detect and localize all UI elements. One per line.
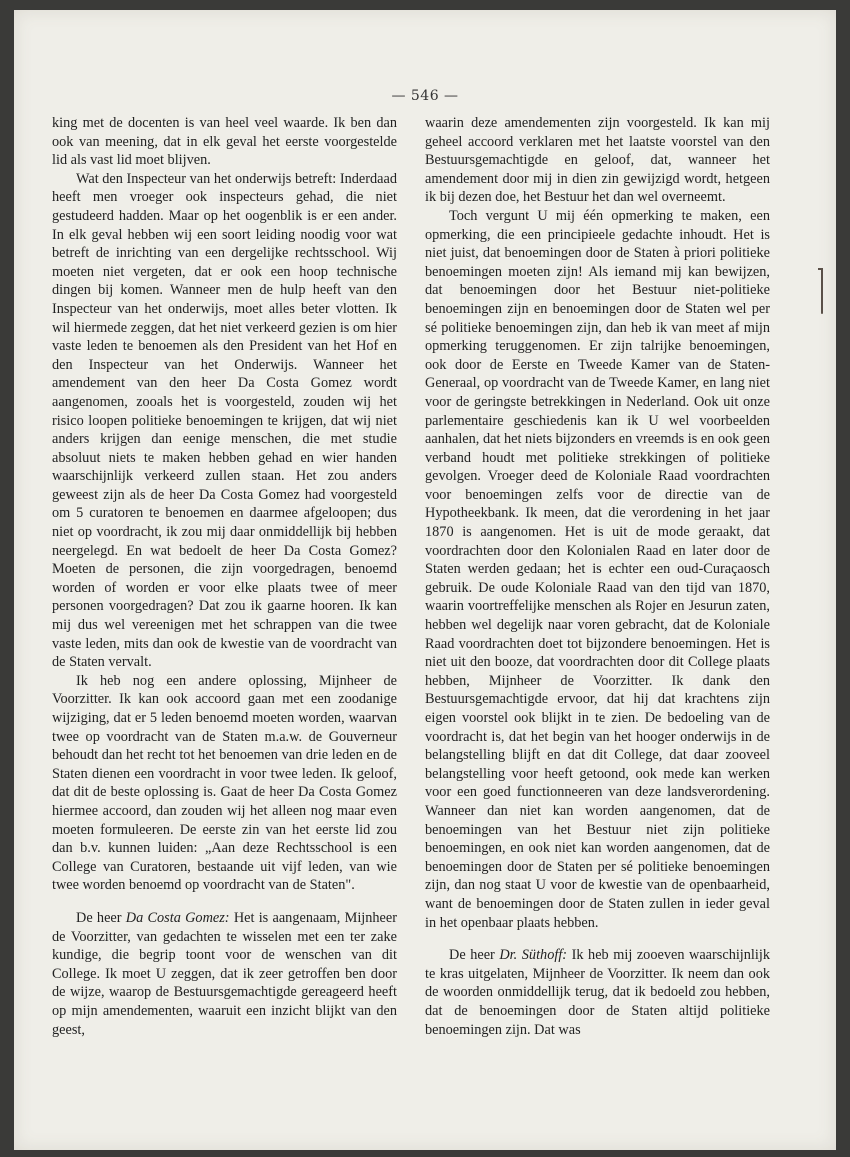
speaker-name: Da Costa Gomez: — [125, 909, 230, 926]
margin-annotation-mark — [821, 268, 823, 314]
paragraph: king met de docenten is van heel veel waarde. Ik ben dan ook van meening, dat in elk geval het eerste voorgestelde lid als vast lid moet blijven. — [52, 115, 397, 169]
paragraph: waarin deze amendementen zijn voorgesteld. Ik kan mij geheel accoord verklaren met het laatste voorstel van den Bestuursgemachtigde en geloof, dat, wanneer het amendement door mij in dien zin gewijzigd wordt, hetgeen ik bij dezen doe, het Bestuur het dan wel overneemt. — [425, 115, 770, 206]
speech-text: Ik heb mij zooeven waarschijnlijk te kras uitgelaten, Mijnheer de Voorzitter. Ik neem dan ook de woorden onmiddellijk terug, dat ik bedoeld zou hebben, dat de benoemingen door de Staten altijd politieke benoemingen zijn. Dat was — [425, 947, 770, 1038]
paragraph: Ik heb nog een andere oplossing, Mijnheer de Voorzitter. Ik kan ook accoord gaan met een zoodanige wijziging, dat er 5 leden benoemd moeten worden, waarvan twee op voordracht van de Staten m.a.w. de Gouverneur behoudt dan het recht tot het benoemen van drie leden en de Staten dienen een voordracht in voor twee leden. Ik geloof, dat dit de beste oplossing is. Gaat de heer Da Costa Gomez hiermee accoord, dan zouden wij het alleen nog maar even moeten formuleeren. De eerste zin van het eerste lid zou dan b.v. kunnen luiden: „Aan deze Rechtsschool is een College van Curatoren, bestaande uit vijf leden, van wie twee worden benoemd op voordracht van de Staten". — [52, 672, 397, 894]
document-page — [14, 10, 836, 1150]
speech-prefix: De heer — [76, 909, 126, 926]
page-number: — 546 — — [391, 88, 459, 104]
speech-paragraph — [52, 909, 397, 1039]
speaker-name: Dr. Süthoff: — [499, 947, 568, 964]
paragraph: Toch vergunt U mij één opmerking te maken, een opmerking, die een principieele gedachte inhoudt. Het is niet juist, dat benoemingen door de Staten à priori politieke benoemingen moeten zijn! Als iemand mij kan bewijzen, dat benoemingen door het Bestuur niet-politieke benoemingen zijn en benoemingen door de Staten wel per sé politieke benoemingen zijn, dan heb ik van meet af mijn opmerking teruggenomen. Er zijn talrijke benoemingen, ook door de Eerste en Tweede Kamer van de Staten-Generaal, op voordracht van de Tweede Kamer, en lang niet voor de geringste betrekkingen in Nederland. Ook uit onze parlementaire geschiedenis kan ik U wel voorbeelden aanhalen, dat het niets bijzonders en vreemds is en ook geen verband houdt met politieke strekkingen of politieke gevolgen. Vroeger deed de Koloniale Raad voordrachten voor benoemingen zelfs voor de directie van de Hypotheekbank. Ik meen, dat die verordening in het jaar 1870 is aangenomen. Het is uit de mode geraakt, dat voordrachten door den Kolonialen Raad en later door de Staten werden gedaan; het is echter een oud-Curaçaosch gebruik. De oude Koloniale Raad van den tijd van 1870, waarin voortreffelijke menschen als Rojer en Jesurun zaten, hebben wel degelijk naar voren gebracht, dat de Koloniale Raad voordrachten doet tot bijzondere benoemingen. Het is niet uit den booze, dat voordrachten door dit College plaats hebben, Mijnheer de Voorzitter. Ik dank den Bestuursgemachtigde ervoor, dat hij dat krachtens zijn eigen voorstel ook blijkt in te zien. De bedoeling van de voordracht is, dat het begin van het hooger onderwijs in de belangstelling blijft en dat dit College, dat daar zooveel belangstelling voor heeft getoond, ook mede kan werken voor een goed functionneeren van deze landsverordening. Wanneer dan niet kan worden aangenomen, dat de benoemingen van het Bestuur niet zijn politieke benoemingen, en ook niet kan worden aangenomen, dat de benoemingen door de Staten per sé politieke benoemingen zijn, dan nog staat U voor de kwestie van de openbaarheid, want de benoemingen door de Staten zullen in ieder geval in het openbaar plaats hebben. — [425, 207, 770, 931]
right-column — [425, 114, 770, 1039]
speech-prefix: De heer — [449, 947, 500, 964]
speech-text: Het is aangenaam, Mijnheer de Voorzitter, van gedachten te wisselen met een ter zake kundige, die begrip toont voor de wenschen van dit College. Ik moet U zeggen, dat ik zeer getroffen ben door de wijze, waarop de Bestuursgemachtigde gereageerd heeft op mijn amendementen, waaruit een inzicht blijkt van den geest, — [52, 909, 398, 1038]
speech-paragraph — [425, 946, 770, 1039]
paragraph: Wat den Inspecteur van het onderwijs betreft: Inderdaad heeft men vroeger ook inspecteurs gehad, die niet gestudeerd hadden. Maar op het oogenblik is er een ander. In elk geval hebben wij een soort leiding noodig voor wat betreft de inrichting van een dergelijke rechtsschool. Wij moeten niet vergeten, dat er ook een hoop technische dingen bij komen. Wanneer men de hulp heeft van den Inspecteur van het onderwijs, moet alles beter vlotten. Ik wil hiermede zeggen, dat het niet verkeerd gezien is om hier vaste leden te benoemen als den President van het Hof en den Inspecteur van het Onderwijs. Wanneer het amendement van den heer Da Costa Gomez wordt aangenomen, zooals het is voorgesteld, zouden wij het risico loopen politieke benoemingen te krijgen, dat wij niet anders krijgen dan eenige menschen, die met studie absoluut niets te maken hebben gehad en wier handen waarschijnlijk verkeerd zullen staan. Het zou anders geweest zijn als de heer Da Costa Gomez had voorgesteld om 5 curatoren te benoemen en daarmee afgeloopen; dus niet op voordracht, ik zou mij daar onmiddellijk bij hebben neergelegd. En wat bedoelt de heer Da Costa Gomez? Moeten de personen, die zijn voorgedragen, benoemd worden of worden er voor elke plaats twee of meer personen voorgedragen? Dat zou ik gaarne hooren. Ik kan mij dus wel vereenigen met het schrappen van die twee vaste leden, mits dan ook de kwestie van de voordracht van de Staten vervalt. — [52, 170, 397, 671]
left-column — [52, 114, 397, 1039]
